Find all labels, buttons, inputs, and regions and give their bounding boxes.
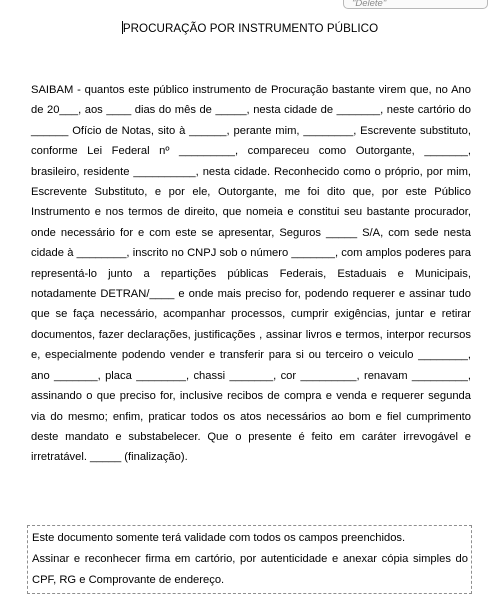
document-body: SAIBAM - quantos este público instrumento de Procuração bastante virem que, no Ano de 20___, aos ____ dias do mês de _____, nesta cidade de _______, neste cartório do ______ Ofício de Notas, sito à ______, perante mim, ________, Escrevente substituto, conforme Lei Federal nº _________, compareceu como Outorgante, _______, brasileiro, residente __________, nesta cidade. Reconhecido como o próprio, por mim, Escrevente Substituto, e por ele, Outorgante, me foi dito que, por este Público Instrumento e nos termos de direito, que nomeia e constitui seu bastante procurador, onde necessário for e com este se apresentar, Seguros _____ S/A, com sede nesta cidade à ________, inscrito no CNPJ sob o número _______, com amplos poderes para representá-lo junto a repartições públicas Federais, Estaduais e Municipais, notadamente DETRAN/____ e onde mais preciso for, podendo requerer e assinar tudo que se faça necessário, acompanhar processos, cumprir exigências, juntar e retirar documentos, fazer declarações, justificações , assinar livros e termos, interpor recursos e, especialmente podendo vender e transferir para si ou terceiro o veiculo ________, ano _______, placa ________, chassi _______, cor _________, renavam _________, assinando o que preciso for, inclusive recibos de compra e venda e requerer segunda via do mesmo; enfim, praticar todos os atos necessários ao bom e fiel cumprimento deste mandato e substabelecer. Que o presente é feito em caráter irrevogável e irretratável. _____ (finalização). bbox=[31, 84, 471, 464]
delete-tab[interactable] bbox=[343, 0, 488, 9]
notice-box bbox=[27, 525, 472, 594]
notice-signature: Assinar e reconhecer firma em cartório, por autenticidade e anexar cópia simples do CPF, RG e Comprovante de endereço. bbox=[32, 553, 468, 586]
document-title-container bbox=[0, 21, 500, 37]
delete-label: "Delete" bbox=[352, 0, 387, 9]
document-title: PROCURAÇÃO POR INSTRUMENTO PÚBLICO bbox=[122, 22, 379, 35]
notice-validity: Este documento somente terá validade com todos os campos preenchidos. bbox=[32, 532, 406, 544]
